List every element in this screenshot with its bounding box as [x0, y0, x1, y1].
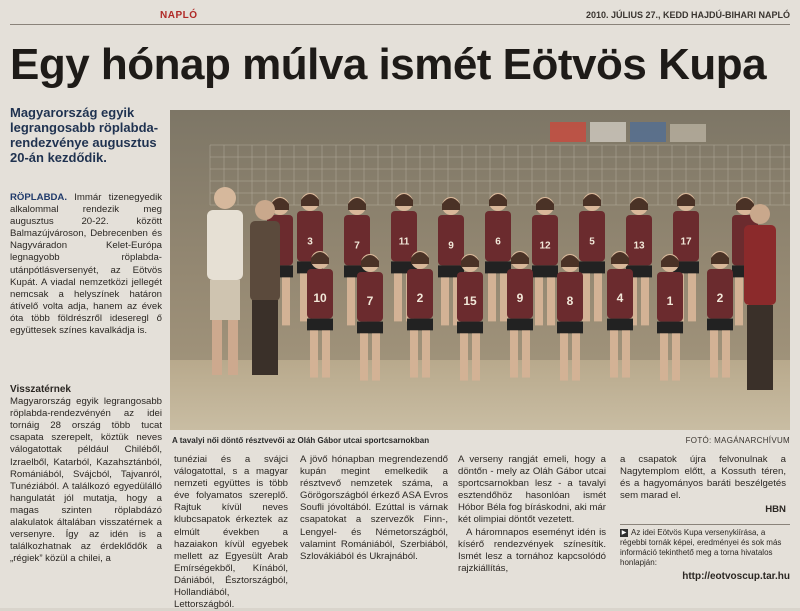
- section-label: NAPLÓ: [160, 10, 198, 21]
- player-leg: [594, 273, 602, 321]
- coach-jacket: [250, 221, 280, 301]
- jersey-number: 1: [666, 294, 674, 309]
- article-column-3: [300, 454, 448, 563]
- photo-credit: FOTÓ: MAGÁNARCHÍVUM: [685, 436, 790, 445]
- player-leg: [722, 330, 730, 377]
- player-leg: [622, 330, 630, 377]
- article-subhead: Visszatérnek: [10, 384, 71, 395]
- team-photo: [170, 110, 790, 430]
- player-leg: [347, 277, 355, 325]
- coach-figure: [744, 204, 776, 390]
- player-leg: [422, 330, 430, 377]
- player-shorts: [607, 319, 633, 331]
- player-leg: [510, 330, 518, 377]
- coach-head: [214, 187, 236, 209]
- player-leg: [641, 277, 649, 325]
- article-column-2: [174, 454, 288, 611]
- player-leg: [460, 333, 468, 380]
- page-header-bar: [10, 8, 790, 25]
- website-link[interactable]: http://eotvoscup.tar.hu: [682, 571, 790, 582]
- article-column-1-bottom: [10, 378, 162, 565]
- player-leg: [672, 333, 680, 380]
- player-leg: [488, 273, 496, 321]
- player-leg: [394, 273, 402, 321]
- coach-figure: [250, 200, 280, 375]
- article-paragraph: tunéziai és a svájci válogatottal, s a magyar nemzeti együttes is több éve folyamatos szereplő. Rajtuk kívül neves klubcsapatok érkeztek az elmúlt években a hazaiakon kívül egyebek mellett az Egyesült Arab Emírségekből, Kínából, Dániából, Észtországból, Hollandiából, Lettországból.: [174, 454, 288, 611]
- article-intro: Immár tizenegyedik alkalommal rendezik meg augusztus 20-22. között Balmazújvároson, Debrecenben és Nagyváradon Kelet-Európa legnagyobb röplabda-utánpótlásversenyét, az Eötvös Kupát. A viadal nemzetközi jellegét nemcsak a helyszínek határon átívelő volta adja, hanem az évek óta több földrészről ideseregl ő együttesek színes kavalkádja is.: [10, 192, 162, 337]
- jersey-number: 5: [589, 236, 595, 248]
- player-leg: [300, 273, 308, 321]
- player-shorts: [485, 261, 511, 273]
- player-shorts: [507, 319, 533, 331]
- jersey-number: 13: [633, 240, 645, 252]
- player-shorts: [707, 319, 733, 331]
- jersey-number: 4: [616, 291, 624, 306]
- player-shorts: [557, 322, 583, 334]
- article-paragraph: A háromnapos eseményt idén is kísérő rendezvények színesítik. Ismét lesz a tornához kapcsolódó rajzkiállítás,: [458, 526, 606, 574]
- player-leg: [735, 277, 743, 325]
- player-shorts: [407, 319, 433, 331]
- player-leg: [372, 333, 380, 380]
- article-column-4: [458, 454, 606, 575]
- player-leg: [522, 330, 530, 377]
- article-column-5: [620, 454, 786, 516]
- jersey-number: 15: [463, 294, 477, 309]
- player-shorts: [307, 319, 333, 331]
- article-paragraph: A jövő hónapban megrendezendő kupán megint emelkedik a résztvevő nemzetek száma, a Görögországból érkező ASA Evros Soufli jóvoltából. Ezúttal is várnak csapatokat a szervezők Finn-, Lengyel- és Németországból, valamint Romániából, Szerbiából, Szlovákiából és Ukrajnából.: [300, 454, 448, 562]
- jersey-number: 6: [495, 236, 501, 248]
- article-paragraph: A verseny rangját emeli, hogy a döntőn - mely az Oláh Gábor utcai sportcsarnokban lesz - a tavalyi esztendőhöz hasonlóan ismét Hóbor Béla fog bíráskodni, aki már két olimpiai döntőt vezetett.: [458, 454, 606, 526]
- coach-leg: [228, 320, 238, 375]
- article-paragraph: Magyarország egyik legrangosabb röplabda-rendezvényén az idei tornáig 28 ország több tucat csapata szerepelt, köztük neves válogatottak például Chiléből, Izraelből, Katarból, Kazahsztánból, Romániából, Svájcból, Tajvanról, Tunéziából. A találkozó egyedülálló hangulatát jól mutatja, hogy a magas szinten röplabdázó alakulatok általában visszatérnek a versenyre. Így az idén is a találkozhatnak az érdeklődők a „régiek” közül a chilei, a: [10, 396, 162, 565]
- player-leg: [547, 277, 555, 325]
- player-leg: [582, 273, 590, 321]
- jersey-number: 3: [307, 236, 313, 248]
- jersey-number: 7: [354, 240, 360, 252]
- jersey-number: 10: [313, 291, 327, 306]
- player-leg: [500, 273, 508, 321]
- coach-leg: [212, 320, 222, 375]
- player-leg: [410, 330, 418, 377]
- player-leg: [610, 330, 618, 377]
- player-leg: [710, 330, 718, 377]
- player-leg: [322, 330, 330, 377]
- player-leg: [535, 277, 543, 325]
- infobox-text: Az idei Eötvös Kupa versenykiírása, a régebbi tornák képei, eredményei és sok más információ tekinthető meg a torna hivatalos honlapján:: [620, 528, 782, 567]
- article-paragraph: a csapatok újra felvonulnak a Nagytemplom előtt, a Kossuth téren, és a hagyományos baráti beszélgetés sem marad el.: [620, 454, 786, 502]
- player-leg: [688, 273, 696, 321]
- coach-head: [255, 200, 275, 220]
- player-shorts: [357, 322, 383, 334]
- article-headline: Egy hónap múlva ismét Eötvös Kupa: [10, 40, 767, 89]
- jersey-number: 8: [566, 294, 574, 309]
- infobox-divider: [620, 524, 790, 525]
- player-leg: [472, 333, 480, 380]
- article-kicker: RÖPLABDA.: [10, 192, 68, 203]
- jersey-number: 2: [716, 291, 724, 306]
- team-photo-illustration: [170, 110, 790, 430]
- player-leg: [560, 333, 568, 380]
- player-shorts: [579, 261, 605, 273]
- jersey-number: 9: [516, 291, 524, 306]
- info-box: [620, 528, 790, 582]
- arrow-right-icon: ▶: [621, 529, 627, 536]
- player-leg: [441, 277, 449, 325]
- article-column-1-top: [10, 192, 162, 337]
- coach-shorts: [210, 280, 240, 320]
- coach-head: [750, 204, 770, 224]
- article-lead: Magyarország egyik legrangosabb röplabda-rendezvénye augusztus 20-án kezdődik.: [10, 105, 159, 165]
- player-leg: [360, 333, 368, 380]
- coach-jacket: [744, 225, 776, 305]
- jersey-number: 9: [448, 240, 454, 252]
- jersey-number: 17: [680, 236, 692, 248]
- player-leg: [660, 333, 668, 380]
- player-leg: [572, 333, 580, 380]
- player-leg: [310, 330, 318, 377]
- coach-shirt: [207, 210, 243, 280]
- player-shorts: [457, 322, 483, 334]
- coach-trousers: [252, 300, 278, 375]
- dateline: 2010. JÚLIUS 27., KEDD HAJDÚ-BIHARI NAPLÓ: [585, 10, 790, 20]
- photo-caption: A tavalyi női döntő résztvevői az Oláh Gábor utcai sportcsarnokban: [172, 436, 430, 445]
- coach-trousers: [747, 305, 773, 390]
- jersey-number: 11: [398, 236, 410, 248]
- jersey-number: 12: [539, 240, 551, 252]
- player-shorts: [532, 265, 558, 277]
- player-leg: [282, 277, 290, 325]
- article-signature: HBN: [765, 504, 786, 516]
- player-shorts: [657, 322, 683, 334]
- jersey-number: 2: [416, 291, 424, 306]
- jersey-number: 7: [366, 294, 374, 309]
